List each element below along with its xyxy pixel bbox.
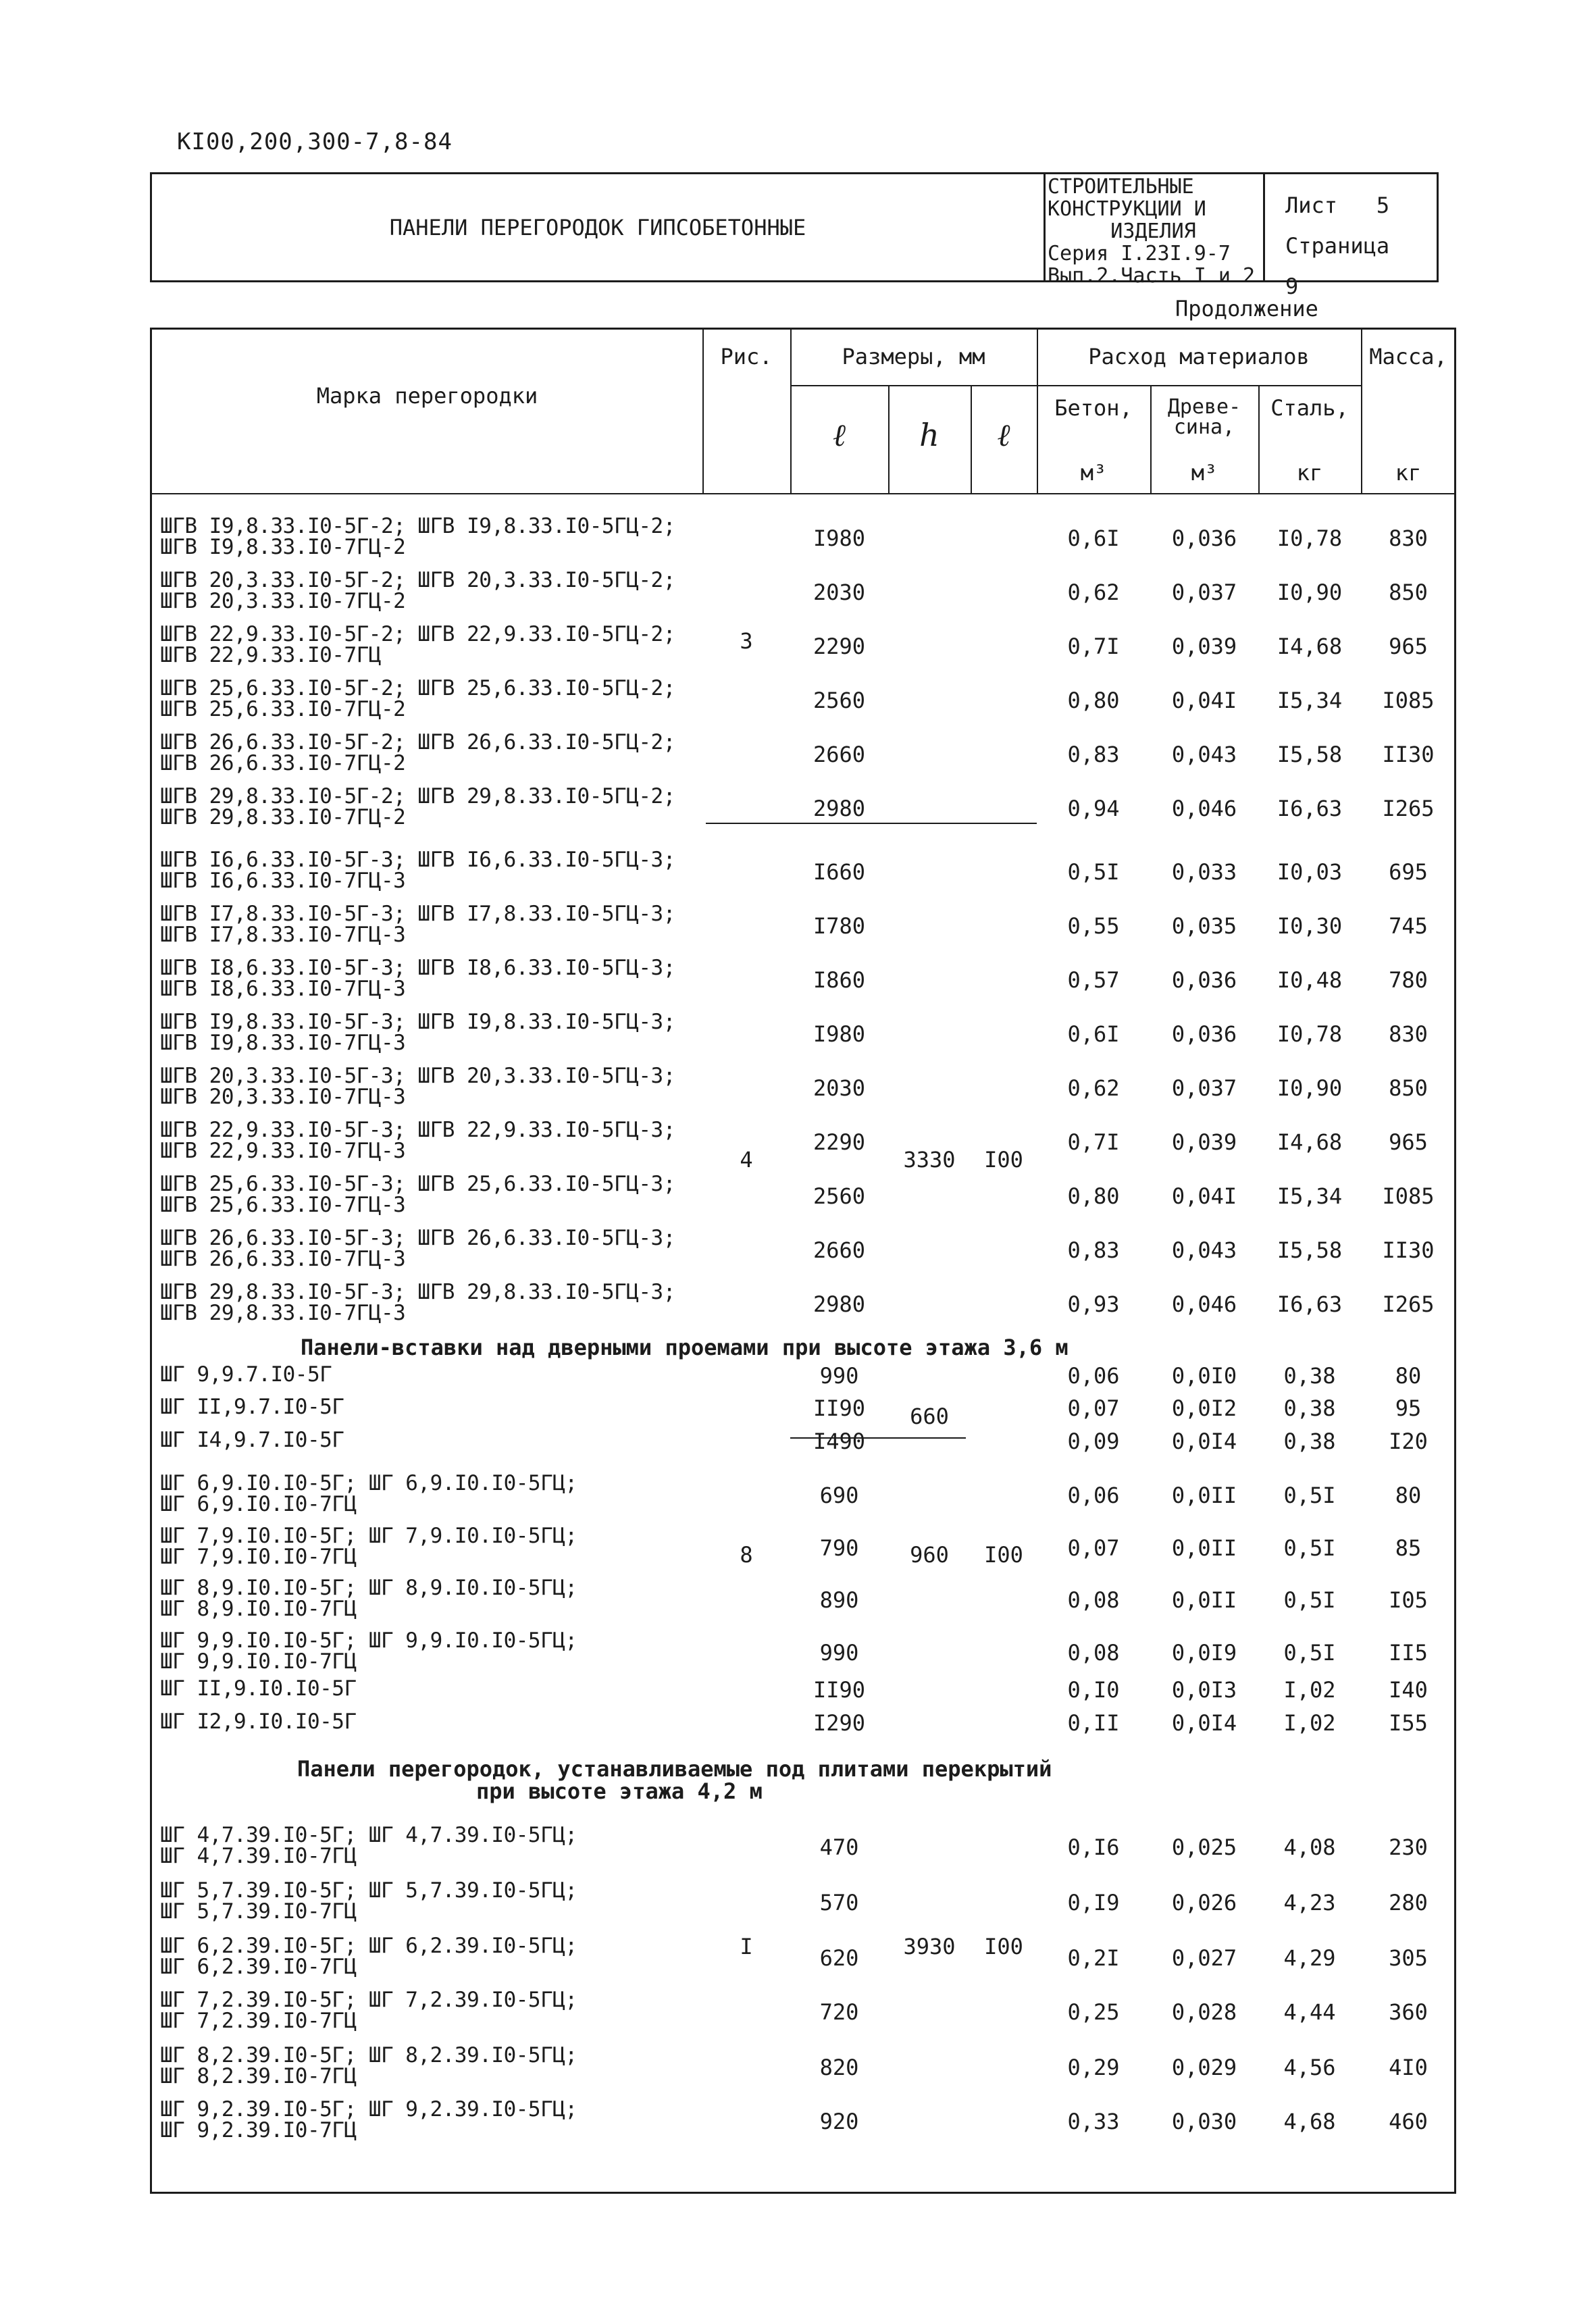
header-mass: Масса, (1369, 344, 1447, 369)
table-row-mark (160, 1397, 344, 1418)
mass-value: I265 (1382, 1291, 1435, 1317)
table-row-mark (160, 1174, 675, 1216)
concrete-value: 0,80 (1067, 1183, 1120, 1209)
steel-value: 0,5I (1283, 1483, 1336, 1508)
length-value: 2030 (813, 580, 866, 605)
wood-value: 0,036 (1171, 1021, 1237, 1047)
concrete-value: 0,29 (1067, 2055, 1120, 2080)
table-row-mark (160, 1880, 577, 1922)
mark-line-1: ШГВ I7,8.33.I0-5Г-3; ШГВ I7,8.33.I0-5ГЦ-3; (160, 902, 675, 926)
mass-value: 695 (1389, 859, 1428, 885)
table-row-mark (160, 1990, 577, 2032)
mark-line-1: ШГ 6,9.I0.I0-5Г; ШГ 6,9.I0.I0-5ГЦ; (160, 1471, 577, 1495)
mark-line-1: ШГ 7,2.39.I0-5Г; ШГ 7,2.39.I0-5ГЦ; (160, 1988, 577, 2012)
mark-line-2: ШГВ 29,8.33.I0-7ГЦ-3 (160, 1301, 406, 1325)
wood-value: 0,0I3 (1171, 1677, 1237, 1703)
concrete-value: 0,06 (1067, 1483, 1120, 1508)
wood-value: 0,039 (1171, 1129, 1237, 1155)
header-thickness: ℓ (997, 417, 1010, 453)
steel-value: 4,68 (1283, 2109, 1336, 2134)
wood-value: 0,04I (1171, 1183, 1237, 1209)
table-row-mark (160, 1630, 577, 1672)
length-value: I660 (813, 859, 866, 885)
wood-value: 0,046 (1171, 1291, 1237, 1317)
length-value: 720 (819, 1999, 859, 2025)
figure-number: 8 (740, 1542, 753, 1568)
mass-value: II5 (1389, 1640, 1428, 1666)
header-unit-wood: м³ (1191, 460, 1218, 486)
mass-value: 85 (1395, 1535, 1422, 1561)
mark-line-2: ШГ 7,2.39.I0-7ГЦ (160, 2009, 357, 2033)
mark-line-1: ШГ I2,9.I0.I0-5Г (160, 1709, 357, 1734)
steel-value: I0,90 (1277, 1075, 1343, 1101)
wood-value: 0,039 (1171, 634, 1237, 659)
mass-value: 95 (1395, 1395, 1422, 1421)
mass-value: 780 (1389, 967, 1428, 993)
table-row-mark (160, 570, 675, 612)
wood-value: 0,043 (1171, 1237, 1237, 1263)
height-value: 960 (910, 1542, 949, 1568)
concrete-value: 0,62 (1067, 580, 1120, 605)
concrete-value: 0,6I (1067, 525, 1120, 551)
steel-value: 4,08 (1283, 1834, 1336, 1860)
mark-line-2: ШГВ 26,6.33.I0-7ГЦ-3 (160, 1247, 406, 1271)
wood-value: 0,037 (1171, 1075, 1237, 1101)
section-title: при высоте этажа 4,2 м (476, 1778, 763, 1804)
mass-value: I265 (1382, 796, 1435, 821)
mark-line-2: ШГВ 22,9.33.I0-7ГЦ-3 (160, 1139, 406, 1163)
mark-line-1: ШГ 9,9.7.I0-5Г (160, 1362, 332, 1387)
steel-value: I0,78 (1277, 1021, 1343, 1047)
concrete-value: 0,06 (1067, 1363, 1120, 1389)
mark-line-1: ШГВ 22,9.33.I0-5Г-3; ШГВ 22,9.33.I0-5ГЦ-3; (160, 1118, 675, 1142)
mark-line-2: ШГ 7,9.I0.I0-7ГЦ (160, 1545, 357, 1569)
section-title: Панели-вставки над дверными проемами при высоте этажа 3,6 м (301, 1335, 1069, 1360)
figure-number: 3 (740, 628, 753, 654)
concrete-value: 0,07 (1067, 1395, 1120, 1421)
wood-value: 0,0I9 (1171, 1640, 1237, 1666)
length-value: I290 (813, 1710, 866, 1736)
mark-line-1: ШГ 5,7.39.I0-5Г; ШГ 5,7.39.I0-5ГЦ; (160, 1878, 577, 1903)
wood-value: 0,028 (1171, 1999, 1237, 2025)
steel-value: I0,78 (1277, 525, 1343, 551)
thickness-value: I00 (984, 1147, 1023, 1173)
page-number: 9 (1285, 274, 1299, 299)
steel-value: 4,23 (1283, 1890, 1336, 1916)
concrete-value: 0,08 (1067, 1587, 1120, 1613)
mark-line-2: ШГ 9,2.39.I0-7ГЦ (160, 2118, 357, 2142)
header-unit-mass: кг (1395, 460, 1422, 486)
length-value: 470 (819, 1834, 859, 1860)
header-subline (790, 385, 1361, 386)
steel-value: 0,38 (1283, 1429, 1336, 1454)
mark-line-1: ШГВ 22,9.33.I0-5Г-2; ШГВ 22,9.33.I0-5ГЦ-2; (160, 622, 675, 646)
wood-value: 0,035 (1171, 913, 1237, 939)
steel-value: I5,34 (1277, 1183, 1343, 1209)
concrete-value: 0,93 (1067, 1291, 1120, 1317)
table-row-mark (160, 1282, 675, 1324)
length-value: 2980 (813, 1291, 866, 1317)
length-value: 990 (819, 1640, 859, 1666)
wood-value: 0,0I4 (1171, 1710, 1237, 1736)
mass-value: 965 (1389, 1129, 1428, 1155)
mass-value: 80 (1395, 1483, 1422, 1508)
series-block (1044, 174, 1265, 288)
concrete-value: 0,I6 (1067, 1834, 1120, 1860)
mark-line-2: ШГВ 25,6.33.I0-7ГЦ-3 (160, 1193, 406, 1217)
mark-line-1: ШГВ 26,6.33.I0-5Г-2; ШГВ 26,6.33.I0-5ГЦ-2; (160, 730, 675, 754)
mass-value: 850 (1389, 1075, 1428, 1101)
header-unit-concrete: м³ (1080, 460, 1107, 486)
mark-line-1: ШГ 9,2.39.I0-5Г; ШГ 9,2.39.I0-5ГЦ; (160, 2097, 577, 2122)
steel-value: I0,90 (1277, 580, 1343, 605)
length-value: II90 (813, 1677, 866, 1703)
steel-value: 4,44 (1283, 1999, 1336, 2025)
mass-value: 80 (1395, 1363, 1422, 1389)
length-value: 2030 (813, 1075, 866, 1101)
mark-line-1: ШГВ I6,6.33.I0-5Г-3; ШГВ I6,6.33.I0-5ГЦ-3; (160, 848, 675, 872)
mass-value: 4I0 (1389, 2055, 1428, 2080)
mark-line-1: ШГВ 29,8.33.I0-5Г-2; ШГВ 29,8.33.I0-5ГЦ-2; (160, 784, 675, 808)
length-value: 890 (819, 1587, 859, 1613)
mark-line-1: ШГ I4,9.7.I0-5Г (160, 1428, 344, 1452)
header-sizes: Размеры, мм (842, 344, 985, 369)
steel-value: I,02 (1283, 1710, 1336, 1736)
mark-line-1: ШГВ 20,3.33.I0-5Г-2; ШГВ 20,3.33.I0-5ГЦ-2; (160, 568, 675, 592)
steel-value: I6,63 (1277, 796, 1343, 821)
section-title: Панели перегородок, устанавливаемые под плитами перекрытий (297, 1756, 1052, 1782)
steel-value: I0,30 (1277, 913, 1343, 939)
mark-line-2: ШГ 6,9.I0.I0-7ГЦ (160, 1492, 357, 1516)
mark-line-2: ШГ 5,7.39.I0-7ГЦ (160, 1899, 357, 1924)
wood-value: 0,04I (1171, 688, 1237, 713)
mark-line-2: ШГВ I8,6.33.I0-7ГЦ-3 (160, 977, 406, 1001)
steel-value: I4,68 (1277, 634, 1343, 659)
table-row-mark (160, 2045, 577, 2087)
length-value: 790 (819, 1535, 859, 1561)
header-concrete: Бетон, (1054, 395, 1133, 421)
mass-value: I40 (1389, 1677, 1428, 1703)
mass-value: I20 (1389, 1429, 1428, 1454)
length-value: I490 (813, 1429, 866, 1454)
steel-value: I6,63 (1277, 1291, 1343, 1317)
materials-table (150, 328, 1456, 2194)
mass-value: 460 (1389, 2109, 1428, 2134)
mark-line-2: ШГ 8,2.39.I0-7ГЦ (160, 2064, 357, 2088)
steel-value: I0,03 (1277, 859, 1343, 885)
table-row-mark (160, 1825, 577, 1867)
concrete-value: 0,II (1067, 1710, 1120, 1736)
title-block (150, 172, 1439, 299)
concrete-value: 0,57 (1067, 967, 1120, 993)
concrete-value: 0,I0 (1067, 1677, 1120, 1703)
mass-value: 830 (1389, 1021, 1428, 1047)
concrete-value: 0,55 (1067, 913, 1120, 939)
table-row-mark (160, 678, 675, 720)
series-line-1: СТРОИТЕЛЬНЫЕ (1048, 175, 1194, 199)
length-value: II90 (813, 1395, 866, 1421)
concrete-value: 0,83 (1067, 742, 1120, 767)
header-wood: Древе-сина, (1167, 395, 1241, 439)
wood-value: 0,033 (1171, 859, 1237, 885)
length-value: I980 (813, 525, 866, 551)
concrete-value: 0,09 (1067, 1429, 1120, 1454)
mark-line-2: ШГ 6,2.39.I0-7ГЦ (160, 1955, 357, 1979)
mass-value: 850 (1389, 580, 1428, 605)
mark-line-2: ШГВ 25,6.33.I0-7ГЦ-2 (160, 697, 406, 721)
mark-line-2: ШГВ 29,8.33.I0-7ГЦ-2 (160, 805, 406, 829)
mark-line-2: ШГВ I6,6.33.I0-7ГЦ-3 (160, 869, 406, 893)
length-value: I980 (813, 1021, 866, 1047)
mass-value: I085 (1382, 688, 1435, 713)
wood-value: 0,0II (1171, 1483, 1237, 1508)
mark-line-2: ШГВ I7,8.33.I0-7ГЦ-3 (160, 923, 406, 947)
mark-line-1: ШГВ 25,6.33.I0-5Г-2; ШГВ 25,6.33.I0-5ГЦ-2; (160, 676, 675, 700)
concrete-value: 0,62 (1067, 1075, 1120, 1101)
table-row-mark (160, 624, 675, 666)
figure-number: 4 (740, 1147, 753, 1173)
table-row-mark (160, 1709, 357, 1734)
concrete-value: 0,94 (1067, 796, 1120, 821)
mark-line-1: ШГ 7,9.I0.I0-5Г; ШГ 7,9.I0.I0-5ГЦ; (160, 1524, 577, 1548)
series-part: Вып.2.Часть I и 2 (1048, 264, 1256, 288)
mark-line-1: ШГ 8,2.39.I0-5Г; ШГ 8,2.39.I0-5ГЦ; (160, 2043, 577, 2067)
concrete-value: 0,08 (1067, 1640, 1120, 1666)
mass-value: 280 (1389, 1890, 1428, 1916)
document-code: КI00,200,300-7,8-84 (177, 128, 453, 155)
steel-value: 4,56 (1283, 2055, 1336, 2080)
page-label: Страница (1285, 233, 1390, 259)
mark-line-2: ШГ 4,7.39.I0-7ГЦ (160, 1844, 357, 1868)
header-length: ℓ (832, 417, 846, 453)
steel-value: I,02 (1283, 1677, 1336, 1703)
mark-line-1: ШГВ I9,8.33.I0-5Г-2; ШГВ I9,8.33.I0-5ГЦ-2; (160, 514, 675, 538)
table-row-mark (160, 1066, 675, 1108)
height-value: 3930 (903, 1934, 956, 1959)
mass-value: 305 (1389, 1945, 1428, 1971)
table-row-mark (160, 850, 675, 892)
length-value: 690 (819, 1483, 859, 1508)
sheet-number: 5 (1376, 192, 1390, 218)
mark-line-1: ШГ II,9.7.I0-5Г (160, 1395, 344, 1419)
series-line-3: ИЗДЕЛИЯ (1110, 220, 1196, 243)
mark-line-1: ШГВ 20,3.33.I0-5Г-3; ШГВ 20,3.33.I0-5ГЦ-3; (160, 1064, 675, 1088)
mark-line-1: ШГ 9,9.I0.I0-5Г; ШГ 9,9.I0.I0-5ГЦ; (160, 1628, 577, 1653)
mark-line-1: ШГВ 26,6.33.I0-5Г-3; ШГВ 26,6.33.I0-5ГЦ-3; (160, 1226, 675, 1250)
mark-line-1: ШГ 8,9.I0.I0-5Г; ШГ 8,9.I0.I0-5ГЦ; (160, 1576, 577, 1600)
mass-value: II30 (1382, 742, 1435, 767)
mass-value: 745 (1389, 913, 1428, 939)
table-row-mark (160, 1578, 577, 1620)
concrete-value: 0,83 (1067, 1237, 1120, 1263)
mark-line-2: ШГВ 20,3.33.I0-7ГЦ-2 (160, 589, 406, 613)
mass-value: 830 (1389, 525, 1428, 551)
table-row-mark (160, 1473, 577, 1515)
wood-value: 0,0I0 (1171, 1363, 1237, 1389)
table-row-mark (160, 516, 675, 558)
mass-value: 965 (1389, 634, 1428, 659)
mark-line-1: ШГ II,9.I0.I0-5Г (160, 1676, 357, 1701)
table-row-mark (160, 1120, 675, 1162)
concrete-value: 0,7I (1067, 1129, 1120, 1155)
mark-line-1: ШГВ 25,6.33.I0-5Г-3; ШГВ 25,6.33.I0-5ГЦ-3; (160, 1172, 675, 1196)
mark-line-2: ШГВ I9,8.33.I0-7ГЦ-2 (160, 535, 406, 559)
steel-value: I4,68 (1277, 1129, 1343, 1155)
header-materials: Расход материалов (1088, 344, 1310, 369)
wood-value: 0,0I2 (1171, 1395, 1237, 1421)
mass-value: 360 (1389, 1999, 1428, 2025)
steel-value: 0,5I (1283, 1587, 1336, 1613)
table-row-mark (160, 1364, 332, 1385)
mark-line-1: ШГ 4,7.39.I0-5Г; ШГ 4,7.39.I0-5ГЦ; (160, 1823, 577, 1847)
length-value: 2290 (813, 1129, 866, 1155)
concrete-value: 0,2I (1067, 1945, 1120, 1971)
length-value: 990 (819, 1363, 859, 1389)
length-value: 2660 (813, 742, 866, 767)
concrete-value: 0,80 (1067, 688, 1120, 713)
mark-line-1: ШГ 6,2.39.I0-5Г; ШГ 6,2.39.I0-5ГЦ; (160, 1934, 577, 1958)
header-steel: Сталь, (1270, 395, 1349, 421)
steel-value: I5,58 (1277, 742, 1343, 767)
continuation-label: Продолжение (1175, 296, 1318, 322)
concrete-value: 0,5I (1067, 859, 1120, 885)
wood-value: 0,036 (1171, 967, 1237, 993)
table-row-mark (160, 2099, 577, 2141)
wood-value: 0,036 (1171, 525, 1237, 551)
length-value: 2560 (813, 688, 866, 713)
figure-number: I (740, 1934, 753, 1959)
wood-value: 0,026 (1171, 1890, 1237, 1916)
wood-value: 0,029 (1171, 2055, 1237, 2080)
mark-line-1: ШГВ I8,6.33.I0-5Г-3; ШГВ I8,6.33.I0-5ГЦ-3; (160, 956, 675, 980)
mark-line-2: ШГ 9,9.I0.I0-7ГЦ (160, 1649, 357, 1674)
wood-value: 0,0I4 (1171, 1429, 1237, 1454)
table-row-mark (160, 1678, 357, 1699)
header-unit-steel: кг (1296, 460, 1323, 486)
steel-value: 0,38 (1283, 1363, 1336, 1389)
steel-value: I0,48 (1277, 967, 1343, 993)
thickness-value: I00 (984, 1542, 1023, 1568)
mass-value: 230 (1389, 1834, 1428, 1860)
table-row-mark (160, 1526, 577, 1568)
table-row-mark (160, 1012, 675, 1054)
series-line-2: КОНСТРУКЦИИ И (1048, 197, 1206, 221)
steel-value: 4,29 (1283, 1945, 1336, 1971)
sheet-block (1265, 174, 1441, 299)
length-value: 570 (819, 1890, 859, 1916)
table-row-mark (160, 904, 675, 946)
height-value: 3330 (903, 1147, 956, 1173)
length-value: 2980 (813, 796, 866, 821)
header-bottom-line (152, 493, 1456, 494)
length-value: 2560 (813, 1183, 866, 1209)
header-figure: Рис. (720, 344, 773, 369)
height-value: 660 (910, 1404, 949, 1429)
document-title: ПАНЕЛИ ПЕРЕГОРОДОК ГИПСОБЕТОННЫЕ (152, 174, 1046, 280)
concrete-value: 0,6I (1067, 1021, 1120, 1047)
wood-value: 0,030 (1171, 2109, 1237, 2134)
mass-value: I55 (1389, 1710, 1428, 1736)
series-number: Серия I.23I.9-7 (1048, 242, 1231, 265)
concrete-value: 0,33 (1067, 2109, 1120, 2134)
mark-line-2: ШГВ I9,8.33.I0-7ГЦ-3 (160, 1031, 406, 1055)
table-row-mark (160, 1936, 577, 1978)
mark-line-2: ШГВ 22,9.33.I0-7ГЦ (160, 643, 381, 667)
thickness-value: I00 (984, 1934, 1023, 1959)
length-value: 820 (819, 2055, 859, 2080)
concrete-value: 0,07 (1067, 1535, 1120, 1561)
table-row-mark (160, 958, 675, 1000)
wood-value: 0,025 (1171, 1834, 1237, 1860)
group-separator (706, 823, 1037, 824)
mark-line-2: ШГ 8,9.I0.I0-7ГЦ (160, 1597, 357, 1621)
wood-value: 0,043 (1171, 742, 1237, 767)
mass-value: I085 (1382, 1183, 1435, 1209)
mass-value: I05 (1389, 1587, 1428, 1613)
concrete-value: 0,7I (1067, 634, 1120, 659)
table-row-mark (160, 732, 675, 774)
length-value: 2660 (813, 1237, 866, 1263)
wood-value: 0,027 (1171, 1945, 1237, 1971)
header-height: h (919, 417, 939, 453)
table-row-mark (160, 786, 675, 828)
wood-value: 0,0II (1171, 1535, 1237, 1561)
length-value: 620 (819, 1945, 859, 1971)
steel-value: 0,5I (1283, 1640, 1336, 1666)
wood-value: 0,037 (1171, 580, 1237, 605)
wood-value: 0,0II (1171, 1587, 1237, 1613)
mark-line-1: ШГВ I9,8.33.I0-5Г-3; ШГВ I9,8.33.I0-5ГЦ-3; (160, 1010, 675, 1034)
steel-value: 0,38 (1283, 1395, 1336, 1421)
concrete-value: 0,I9 (1067, 1890, 1120, 1916)
mark-line-1: ШГВ 29,8.33.I0-5Г-3; ШГВ 29,8.33.I0-5ГЦ-3; (160, 1280, 675, 1304)
header-mark: Марка перегородки (316, 383, 538, 409)
length-value: I860 (813, 967, 866, 993)
wood-value: 0,046 (1171, 796, 1237, 821)
mark-line-2: ШГВ 26,6.33.I0-7ГЦ-2 (160, 751, 406, 775)
table-row-mark (160, 1228, 675, 1270)
steel-value: I5,34 (1277, 688, 1343, 713)
mark-line-2: ШГВ 20,3.33.I0-7ГЦ-3 (160, 1085, 406, 1109)
table-row-mark (160, 1430, 344, 1451)
steel-value: 0,5I (1283, 1535, 1336, 1561)
sheet-label: Лист (1285, 192, 1338, 218)
length-value: I780 (813, 913, 866, 939)
steel-value: I5,58 (1277, 1237, 1343, 1263)
concrete-value: 0,25 (1067, 1999, 1120, 2025)
mass-value: II30 (1382, 1237, 1435, 1263)
length-value: 2290 (813, 634, 866, 659)
length-value: 920 (819, 2109, 859, 2134)
